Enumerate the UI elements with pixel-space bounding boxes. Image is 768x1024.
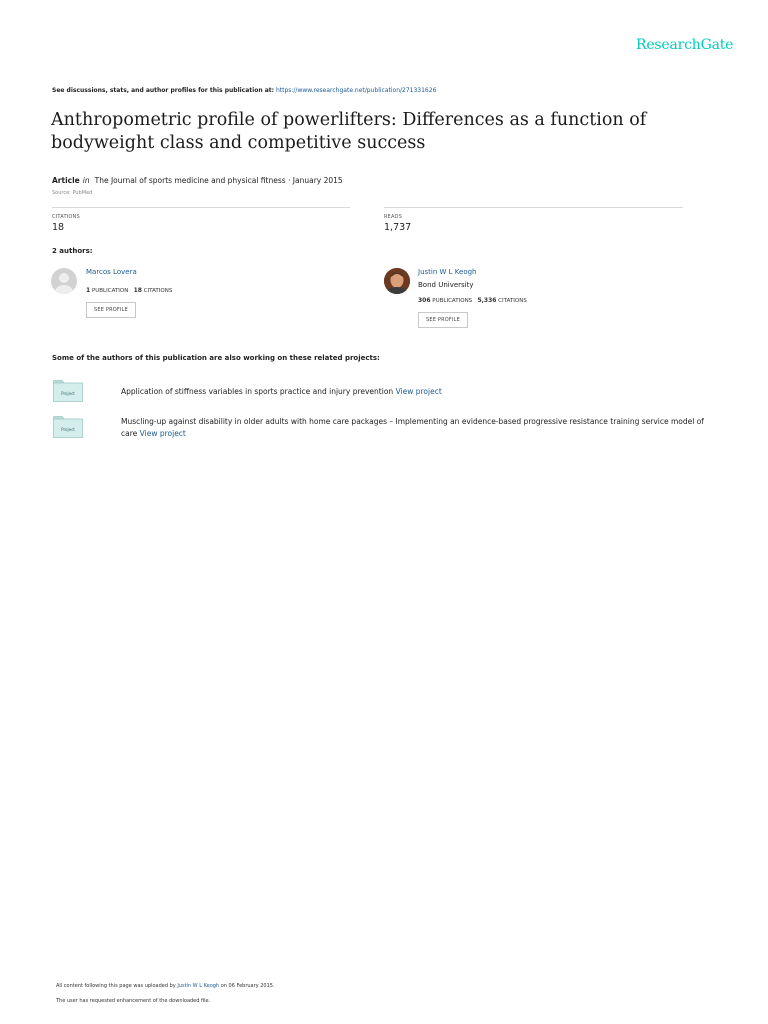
see-profile-button-marcos-lovera[interactable]: SEE PROFILE [86, 302, 136, 318]
upload-note [56, 983, 275, 989]
upload-prefix: All content following this page was uploaded by [56, 983, 176, 989]
related-projects-header: Some of the authors of this publication are also working on these related projects: [52, 354, 380, 362]
author-stats-marcos-lovera [86, 287, 172, 294]
citations-label: CITATIONS [52, 214, 80, 220]
discussions-intro [52, 87, 436, 94]
reads-label: READS [384, 214, 403, 220]
reads-divider [384, 207, 683, 208]
intro-text: See discussions, stats, and author profiles for this publication at: [52, 87, 275, 94]
see-profile-button-justin-keogh[interactable]: SEE PROFILE [418, 312, 468, 328]
enhancement-note: The user has requested enhancement of the downloaded file. [56, 998, 211, 1004]
upload-suffix: on 06 February 2015. [220, 983, 275, 989]
uploader-link[interactable]: Justin W L Keogh [177, 983, 220, 989]
researchgate-logo[interactable]: ResearchGate [636, 37, 734, 53]
project-title: Muscling-up against disability in older adults with home care packages – Implementing an evidence-based progressive resistance training service model of care [121, 417, 704, 438]
author-affiliation: Bond University [418, 281, 474, 289]
article-title: Anthropometric profile of powerlifters: Differences as a function of bodyweight class and competitive success [51, 110, 647, 153]
publications-label: PUBLICATIONS [432, 298, 473, 304]
publications-count: 1 [86, 287, 91, 294]
project-folder-icon[interactable] [53, 416, 83, 438]
view-project-link[interactable]: View project [395, 387, 442, 396]
publication-url-link[interactable]: https://www.researchgate.net/publication/271331626 [275, 87, 437, 94]
citations-label: CITATIONS [498, 298, 527, 304]
citations-value: 18 [52, 222, 65, 233]
citations-label: CITATIONS [143, 288, 173, 294]
author-name-marcos-lovera[interactable]: Marcos Lovera [86, 268, 137, 276]
article-type: Article [52, 176, 80, 185]
project-badge: Project [61, 391, 75, 396]
citations-count: 18 [133, 287, 142, 294]
user-photo-icon[interactable] [384, 268, 410, 294]
project-badge: Project [61, 427, 75, 432]
author-name-justin-keogh[interactable]: Justin W L Keogh [418, 268, 477, 276]
article-source: Source: PubMed [52, 190, 93, 196]
publications-count: 306 [418, 297, 431, 304]
default-user-icon[interactable] [51, 268, 77, 294]
citations-divider [52, 207, 350, 208]
view-project-link[interactable]: View project [139, 429, 186, 438]
project-item-1 [121, 386, 711, 398]
authors-header: 2 authors: [52, 247, 93, 255]
journal-date: The Journal of sports medicine and physical fitness · January 2015 [94, 176, 343, 185]
publications-label: PUBLICATION [91, 288, 129, 294]
reads-value: 1,737 [384, 222, 412, 233]
author-stats-justin-keogh [418, 297, 527, 304]
project-item-2 [121, 416, 715, 440]
project-folder-icon[interactable] [53, 380, 83, 402]
citations-count: 5,336 [477, 297, 497, 304]
in-word: in [82, 176, 90, 185]
project-title: Application of stiffness variables in sports practice and injury prevention [121, 387, 394, 396]
article-meta [52, 176, 343, 185]
